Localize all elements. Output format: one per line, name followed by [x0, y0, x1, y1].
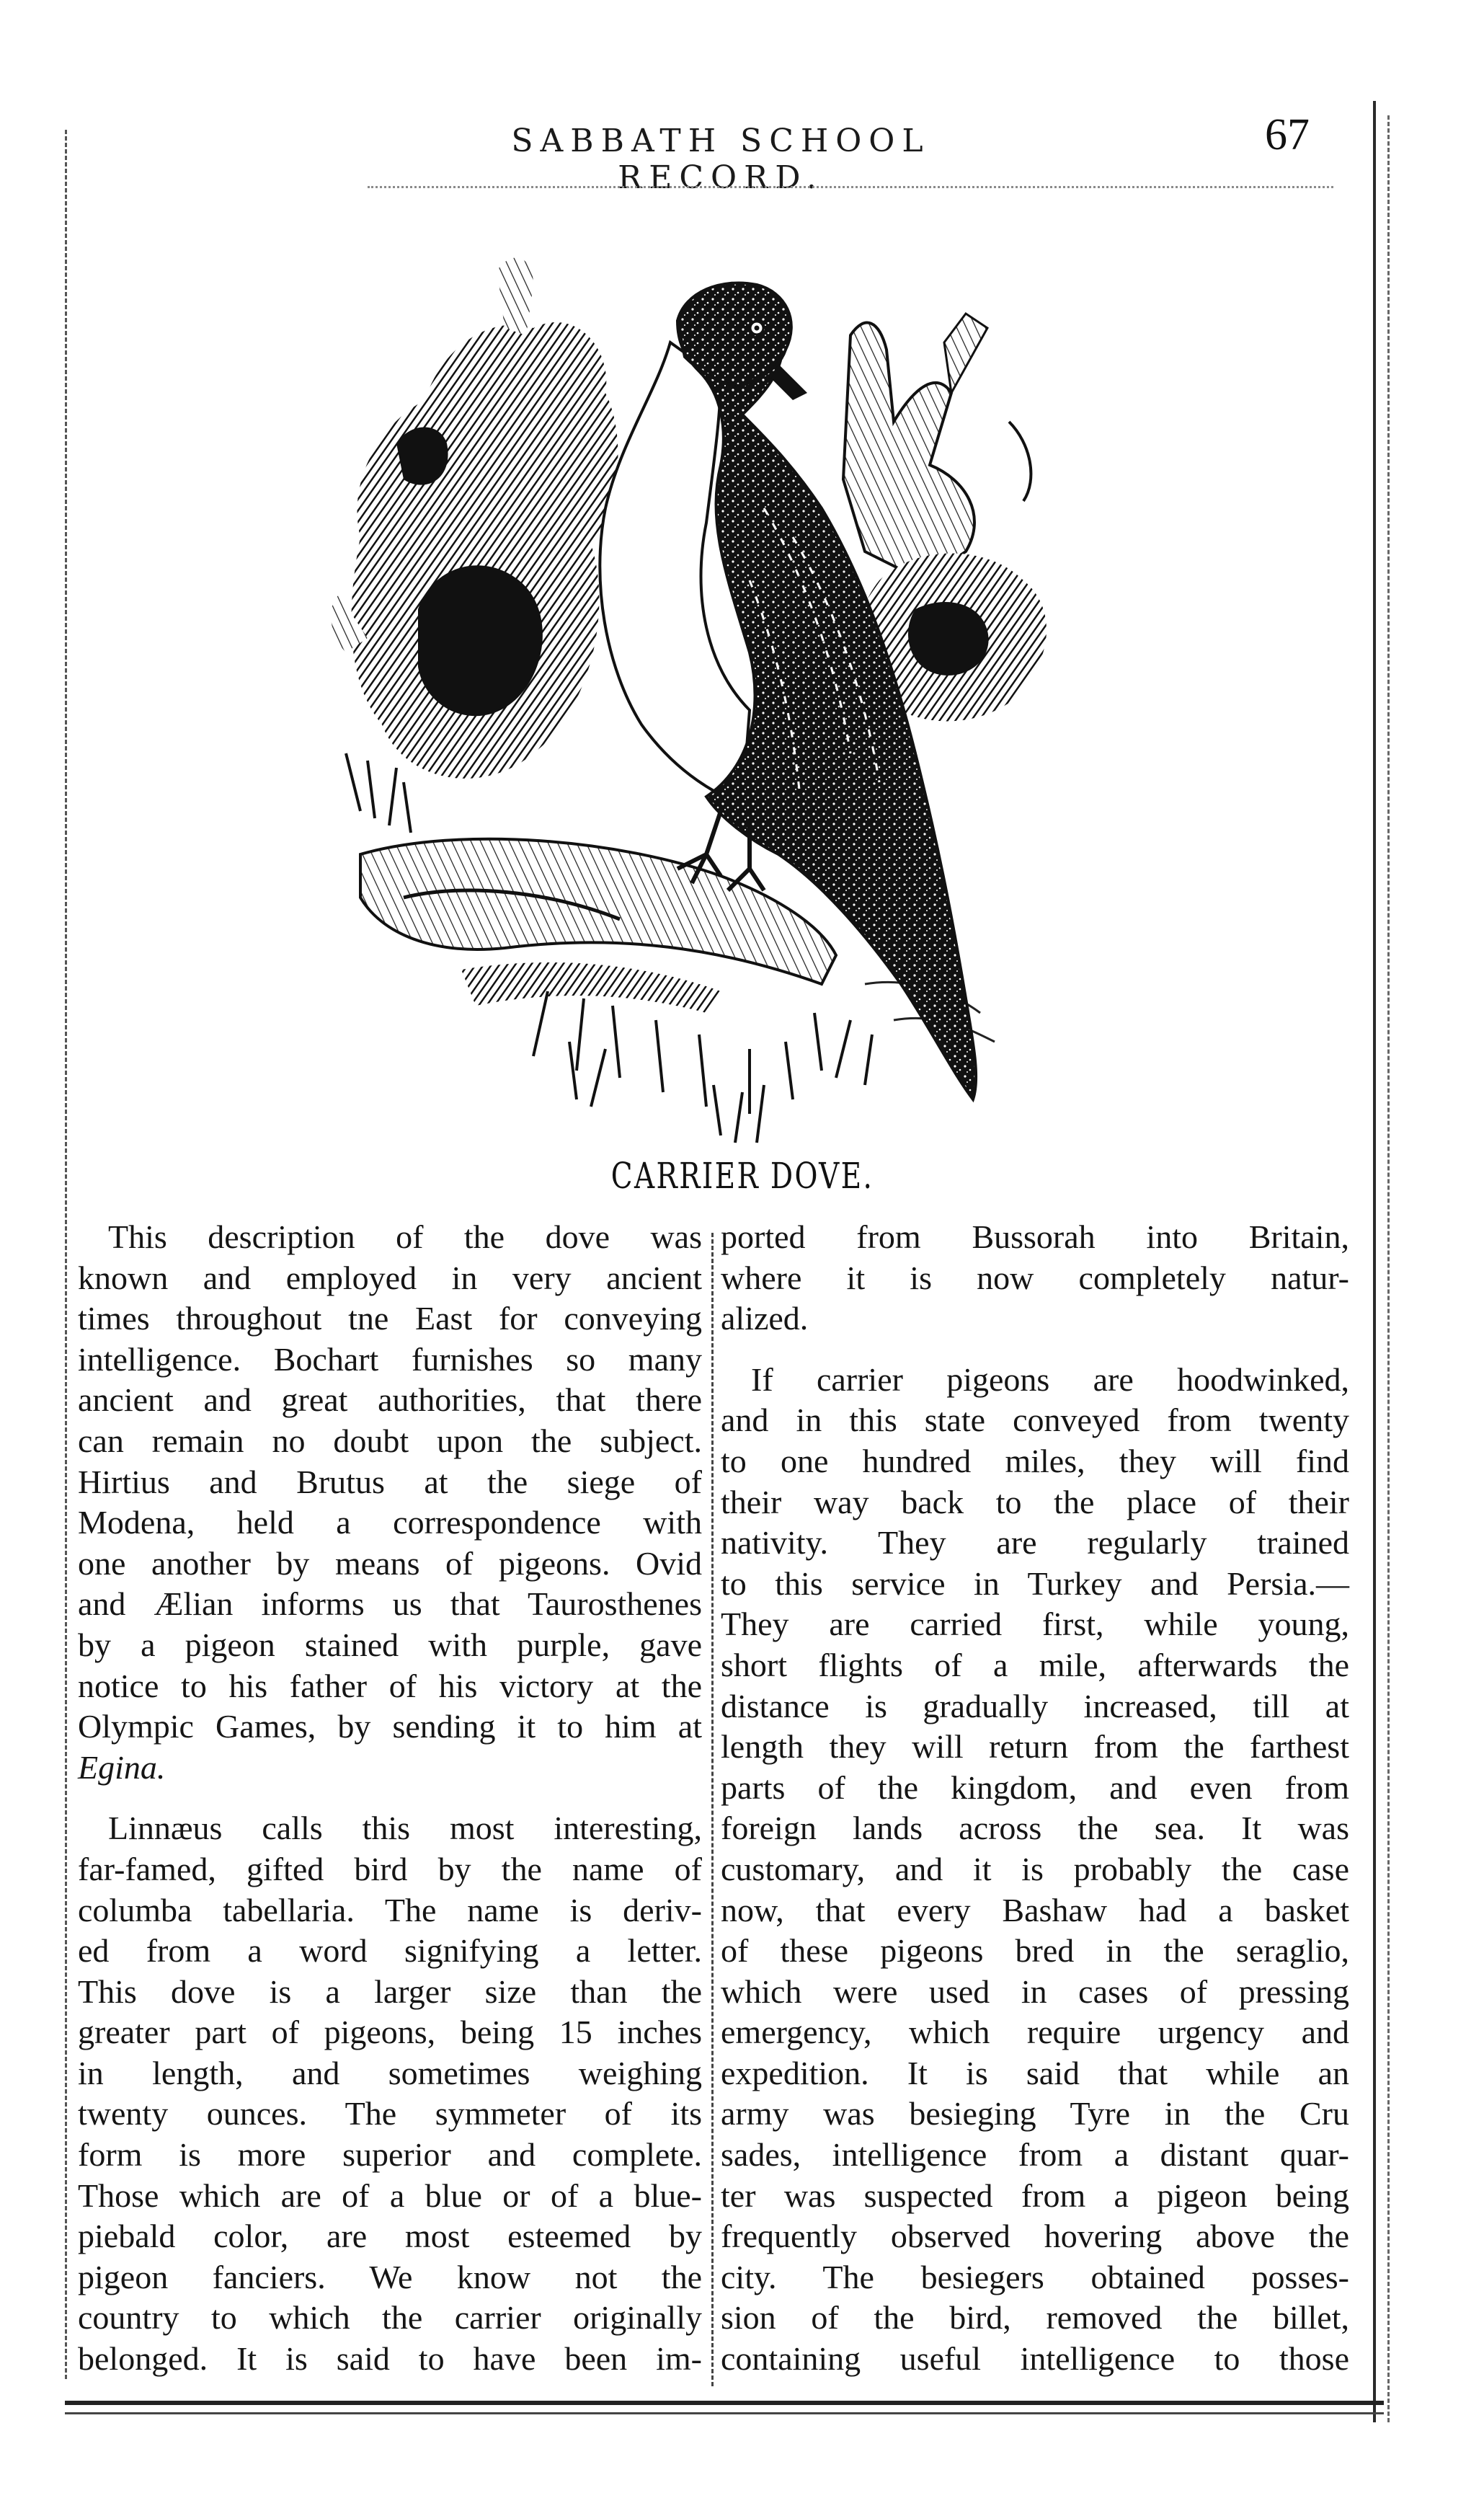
text-line: distance is gradually increased, till at	[721, 1687, 1349, 1724]
text-line: where it is now completely natur-	[721, 1259, 1349, 1296]
page-number: 67	[1265, 110, 1310, 159]
text-line: Olympic Games, by sending it to him at	[78, 1708, 702, 1745]
text-line: length they will return from the farthest	[721, 1728, 1349, 1766]
text-line: to this service in Turkey and Persia.—	[721, 1564, 1349, 1602]
text-line: ed from a word signifying a letter.	[78, 1932, 702, 1970]
text-line: expedition. It is said that while an	[721, 2054, 1349, 2091]
text-line: intelligence. Bochart furnishes so many	[78, 1340, 702, 1378]
text-line: belonged. It is said to have been im-	[78, 2340, 702, 2378]
column-divider	[711, 1233, 714, 2386]
text-line: one another by means of pigeons. Ovid	[78, 1544, 702, 1582]
paragraph-gap	[721, 1339, 1349, 1360]
text-line: by a pigeon stained with purple, gave	[78, 1626, 702, 1663]
illustration-caption: CARRIER DOVE.	[610, 1155, 874, 1197]
paragraph-gap	[78, 1788, 702, 1808]
text-line: can remain no doubt upon the subject.	[78, 1422, 702, 1459]
text-line: sades, intelligence from a distant quar-	[721, 2136, 1349, 2174]
text-line: pigeon fanciers. We know not the	[78, 2258, 702, 2295]
text-line: form is more superior and complete.	[78, 2136, 702, 2174]
bottom-rule-thin	[65, 2412, 1384, 2414]
text-line: ter was suspected from a pigeon being	[721, 2176, 1349, 2214]
text-line: frequently observed hovering above the	[721, 2218, 1349, 2255]
text-line: piebald color, are most esteemed by	[78, 2218, 702, 2255]
tree-stump	[843, 314, 1031, 580]
text-line: and Ælian informs us that Taurosthenes	[78, 1585, 702, 1623]
text-line: of these pigeons bred in the seraglio,	[721, 1932, 1349, 1970]
text-line: If carrier pigeons are hoodwinked,	[751, 1360, 1349, 1398]
text-line: alized.	[721, 1300, 809, 1337]
text-line: greater part of pigeons, being 15 inches	[78, 2014, 702, 2051]
text-line: sion of the bird, removed the billet,	[721, 2299, 1349, 2337]
text-line: Linnæus calls this most interesting,	[108, 1810, 702, 1847]
text-line: and in this state conveyed from twenty	[721, 1401, 1349, 1439]
text-line: They are carried first, while young,	[721, 1606, 1349, 1643]
text-line: Those which are of a blue or of a blue-	[78, 2176, 702, 2214]
text-line: far-famed, gifted bird by the name of	[78, 1850, 702, 1887]
text-line: now, that every Bashaw had a basket	[721, 1891, 1349, 1928]
text-line: Egina.	[78, 1748, 166, 1786]
left-margin-rule	[65, 130, 67, 2379]
text-line: ported from Bussorah into Britain,	[721, 1218, 1349, 1255]
right-text-column	[721, 1217, 1349, 2380]
text-line: This dove is a larger size than the	[78, 1972, 702, 2010]
text-line: twenty ounces. The symmeter of its	[78, 2095, 702, 2133]
text-line: notice to his father of his victory at the	[78, 1667, 702, 1704]
text-line: This description of the dove was	[108, 1218, 702, 1255]
left-text-column	[78, 1217, 702, 2380]
text-line: columba tabellaria. The name is deriv-	[78, 1891, 702, 1928]
right-margin-rule	[1373, 101, 1376, 2422]
text-line: Modena, held a correspondence with	[78, 1504, 702, 1541]
text-line: ancient and great authorities, that there	[78, 1381, 702, 1419]
text-line: short flights of a mile, afterwards the	[721, 1646, 1349, 1683]
text-line: army was besieging Tyre in the Cru	[721, 2095, 1349, 2133]
right-margin-rule-dashed	[1387, 115, 1390, 2422]
text-line: customary, and it is probably the case	[721, 1850, 1349, 1887]
bottom-rule	[65, 2401, 1384, 2405]
text-line: to one hundred miles, they will find	[721, 1442, 1349, 1479]
text-line: their way back to the place of their	[721, 1483, 1349, 1520]
text-line: times throughout tne East for conveying	[78, 1300, 702, 1337]
text-line: nativity. They are regularly trained	[721, 1524, 1349, 1562]
paragraph	[721, 1360, 1349, 2380]
text-line: emergency, which require urgency and	[721, 2014, 1349, 2051]
text-line: city. The besiegers obtained posses-	[721, 2258, 1349, 2295]
header-rule	[368, 186, 1333, 188]
paragraph	[78, 1808, 702, 2379]
left-foliage	[331, 258, 618, 779]
text-line: Hirtius and Brutus at the siege of	[78, 1463, 702, 1500]
text-line: in length, and sometimes weighing	[78, 2054, 702, 2091]
text-line: known and employed in very ancient	[78, 1259, 702, 1296]
text-line: parts of the kingdom, and even from	[721, 1768, 1349, 1806]
text-line: foreign lands across the sea. It was	[721, 1810, 1349, 1847]
carrier-dove-engraving	[317, 205, 1117, 1150]
text-line: containing useful intelligence to those	[721, 2340, 1349, 2378]
text-line: which were used in cases of pressing	[721, 1972, 1349, 2010]
paragraph	[78, 1217, 702, 1788]
text-line: country to which the carrier originally	[78, 2299, 702, 2337]
running-title: SABBATH SCHOOL RECORD.	[511, 123, 930, 196]
paragraph	[721, 1217, 1349, 1339]
